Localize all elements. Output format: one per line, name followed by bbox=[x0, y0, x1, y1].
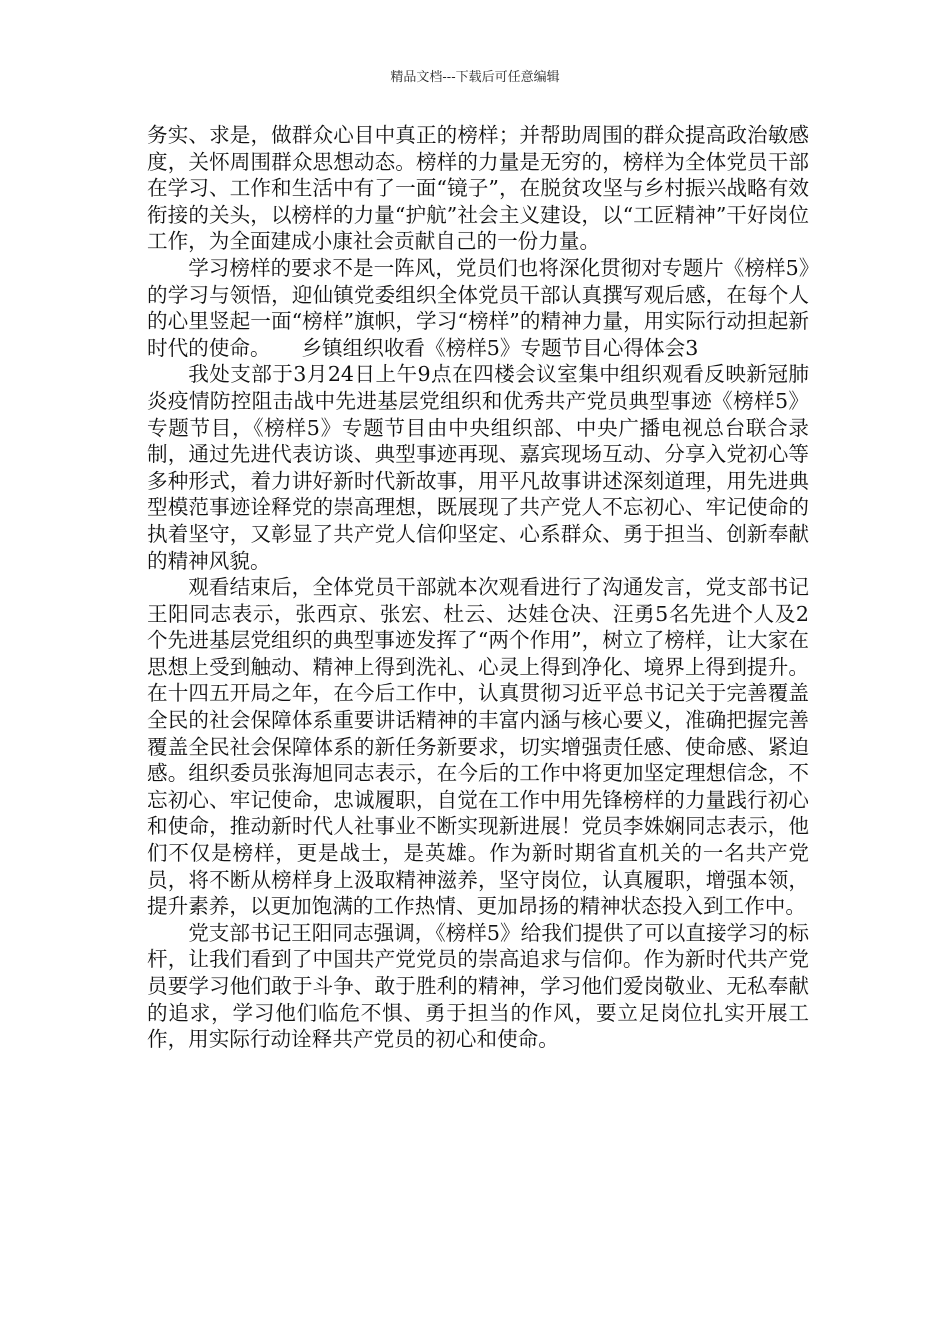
paragraph-1: 务实、求是，做群众心目中真正的榜样；并帮助周围的群众提高政治敏感度，关怀周围群众思想动态。榜样的力量是无穷的，榜样为全体党员干部在学习、工作和生活中有了一面“镜子”，在脱贫攻坚与乡村振兴战略有效衔接的关头，以榜样的力量“护航”社会主义建设，以“工匠精神”干好岗位工作，为全面建成小康社会贡献自己的一份力量。 bbox=[147, 123, 809, 254]
page-header-note: 精品文档---下载后可任意编辑 bbox=[390, 70, 560, 85]
paragraph-2: 学习榜样的要求不是一阵风，党员们也将深化贯彻对专题片《榜样5》的学习与领悟，迎仙镇党委组织全体党员干部认真撰写观后感，在每个人的心里竖起一面“榜样”旗帜，学习“榜样”的精神力量，用实际行动担起新时代的使命。 乡镇组织收看《榜样5》专题节目心得体会3 bbox=[147, 255, 809, 360]
paragraph-5: 党支部书记王阳同志强调，《榜样5》给我们提供了可以直接学习的标杆，让我们看到了中国共产党党员的崇高追求与信仰。作为新时代共产党员要学习他们敢于斗争、敢于胜利的精神，学习他们爱岗敬业、无私奉献的追求，学习他们临危不惧、勇于担当的作风，要立足岗位扎实开展工作，用实际行动诠释共产党员的初心和使命。 bbox=[147, 920, 809, 1052]
paragraph-3: 我处支部于3月24日上午9点在四楼会议室集中组织观看反映新冠肺炎疫情防控阻击战中先进基层党组织和优秀共产党员典型事迹《榜样5》专题节目，《榜样5》专题节目由中央组织部、中央广播电视总台联合录制，通过先进代表访谈、典型事迹再现、嘉宾现场互动、分享入党初心等多种形式，着力讲好新时代新故事，用平凡故事讲述深刻道理，用先进典型模范事迹诠释党的崇高理想，既展现了共产党人不忘初心、牢记使命的执着坚守，又彰显了共产党人信仰坚定、心系群众、勇于担当、创新奉献的精神风貌。 bbox=[147, 362, 809, 573]
document-body bbox=[147, 122, 809, 1053]
paragraph-4: 观看结束后，全体党员干部就本次观看进行了沟通发言，党支部书记王阳同志表示，张西京、张宏、杜云、达娃仓决、汪勇5名先进个人及2个先进基层党组织的典型事迹发挥了“两个作用”，树立了榜样，让大家在思想上受到触动、精神上得到洗礼、心灵上得到净化、境界上得到提升。在十四五开局之年，在今后工作中，认真贯彻习近平总书记关于完善覆盖全民的社会保障体系重要讲话精神的丰富内涵与核心要义，准确把握完善覆盖全民社会保障体系的新任务新要求，切实增强责任感、使命感、紧迫感。组织委员张海旭同志表示，在今后的工作中将更加坚定理想信念，不忘初心、牢记使命，忠诚履职，自觉在工作中用先锋榜样的力量践行初心和使命，推动新时代人社事业不断实现新进展！党员李姝娴同志表示，他们不仅是榜样，更是战士，是英雄。作为新时期省直机关的一名共产党员，将不断从榜样身上汲取精神滋养，坚守岗位，认真履职，增强本领，提升素养，以更加饱满的工作热情、更加昂扬的精神状态投入到工作中。 bbox=[147, 575, 809, 919]
